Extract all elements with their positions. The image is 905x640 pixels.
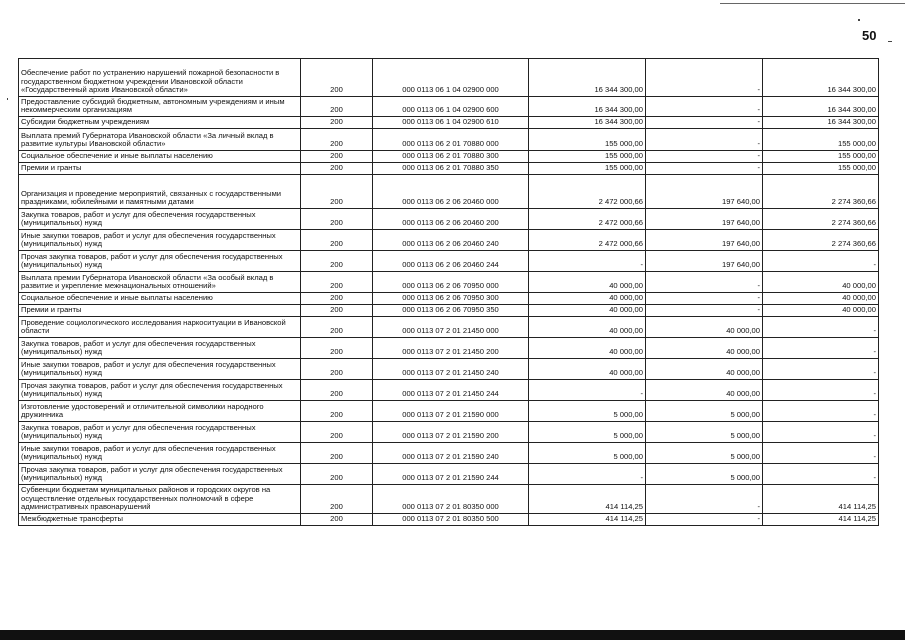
row-planned-amount: 414 114,25 xyxy=(529,514,646,526)
table-row xyxy=(19,251,879,272)
row-admin-code: 200 xyxy=(301,272,373,293)
row-executed-amount: 197 640,00 xyxy=(646,209,763,230)
row-budget-code: 000 0113 06 2 06 20460 240 xyxy=(373,230,529,251)
row-name-text: Прочая закупка товаров, работ и услуг для обеспечения государственных (муниципальных) нужд xyxy=(21,464,283,483)
row-name xyxy=(19,401,301,422)
row-admin-code: 200 xyxy=(301,485,373,514)
row-budget-code: 000 0113 07 2 01 80350 500 xyxy=(373,514,529,526)
row-budget-code: 000 0113 06 2 06 70950 350 xyxy=(373,305,529,317)
row-remaining-amount: 40 000,00 xyxy=(763,272,879,293)
row-name-text: Иные закупки товаров, работ и услуг для обеспечения государственных (муниципальных) нужд xyxy=(21,359,276,378)
row-executed-amount: 5 000,00 xyxy=(646,443,763,464)
row-remaining-amount: 155 000,00 xyxy=(763,151,879,163)
row-budget-code: 000 0113 07 2 01 80350 000 xyxy=(373,485,529,514)
row-planned-amount: 40 000,00 xyxy=(529,272,646,293)
row-budget-code: 000 0113 06 2 01 70880 350 xyxy=(373,163,529,175)
row-budget-code: 000 0113 06 1 04 02900 600 xyxy=(373,97,529,117)
row-budget-code: 000 0113 06 2 06 70950 300 xyxy=(373,293,529,305)
row-remaining-amount: - xyxy=(763,380,879,401)
budget-execution-table xyxy=(18,58,879,526)
row-executed-amount: - xyxy=(646,272,763,293)
row-name xyxy=(19,464,301,485)
row-name xyxy=(19,230,301,251)
row-remaining-amount: - xyxy=(763,251,879,272)
row-name xyxy=(19,272,301,293)
table-row xyxy=(19,380,879,401)
table-row xyxy=(19,464,879,485)
row-remaining-amount: 40 000,00 xyxy=(763,293,879,305)
row-name xyxy=(19,129,301,151)
row-remaining-amount: 16 344 300,00 xyxy=(763,97,879,117)
row-executed-amount: - xyxy=(646,59,763,97)
row-admin-code: 200 xyxy=(301,251,373,272)
row-name xyxy=(19,163,301,175)
row-budget-code: 000 0113 06 2 06 20460 000 xyxy=(373,175,529,209)
row-admin-code: 200 xyxy=(301,338,373,359)
row-remaining-amount: 155 000,00 xyxy=(763,129,879,151)
row-name xyxy=(19,305,301,317)
row-name xyxy=(19,59,301,97)
row-remaining-amount: 414 114,25 xyxy=(763,485,879,514)
row-executed-amount: 5 000,00 xyxy=(646,401,763,422)
table-row xyxy=(19,97,879,117)
row-name xyxy=(19,422,301,443)
row-name xyxy=(19,251,301,272)
row-name-text: Премии и гранты xyxy=(21,163,82,173)
row-admin-code: 200 xyxy=(301,97,373,117)
row-planned-amount: 16 344 300,00 xyxy=(529,97,646,117)
row-remaining-amount: 2 274 360,66 xyxy=(763,230,879,251)
row-executed-amount: - xyxy=(646,514,763,526)
table-row xyxy=(19,422,879,443)
row-executed-amount: 40 000,00 xyxy=(646,317,763,338)
row-budget-code: 000 0113 06 2 01 70880 000 xyxy=(373,129,529,151)
row-admin-code: 200 xyxy=(301,305,373,317)
row-name-text: Организация и проведение мероприятий, связанных с государственными праздниками, юбилейными и памятными датами xyxy=(21,188,282,207)
row-name-text: Прочая закупка товаров, работ и услуг для обеспечения государственных (муниципальных) нужд xyxy=(21,380,283,399)
table-row xyxy=(19,514,879,526)
row-executed-amount: 197 640,00 xyxy=(646,251,763,272)
row-name-text: Закупка товаров, работ и услуг для обеспечения государственных (муниципальных) нужд xyxy=(21,209,256,228)
row-remaining-amount: 414 114,25 xyxy=(763,514,879,526)
row-remaining-amount: - xyxy=(763,359,879,380)
row-admin-code: 200 xyxy=(301,293,373,305)
table-row xyxy=(19,209,879,230)
scan-bottom-edge xyxy=(0,630,905,640)
scan-speck xyxy=(888,41,892,42)
row-remaining-amount: - xyxy=(763,338,879,359)
row-remaining-amount: - xyxy=(763,422,879,443)
row-executed-amount: 197 640,00 xyxy=(646,175,763,209)
row-planned-amount: 16 344 300,00 xyxy=(529,59,646,97)
row-name xyxy=(19,317,301,338)
row-planned-amount: 155 000,00 xyxy=(529,129,646,151)
row-admin-code: 200 xyxy=(301,443,373,464)
row-remaining-amount: 2 274 360,66 xyxy=(763,175,879,209)
row-budget-code: 000 0113 07 2 01 21450 244 xyxy=(373,380,529,401)
row-planned-amount: 2 472 000,66 xyxy=(529,209,646,230)
row-budget-code: 000 0113 07 2 01 21450 000 xyxy=(373,317,529,338)
row-budget-code: 000 0113 07 2 01 21590 200 xyxy=(373,422,529,443)
row-planned-amount: 2 472 000,66 xyxy=(529,230,646,251)
row-remaining-amount: 155 000,00 xyxy=(763,163,879,175)
row-admin-code: 200 xyxy=(301,151,373,163)
row-name-text: Предоставление субсидий бюджетным, автономным учреждениям и иным некоммерческим организациям xyxy=(21,96,285,115)
row-executed-amount: - xyxy=(646,117,763,129)
row-admin-code: 200 xyxy=(301,359,373,380)
table-row xyxy=(19,338,879,359)
row-planned-amount: 40 000,00 xyxy=(529,305,646,317)
row-planned-amount: 2 472 000,66 xyxy=(529,175,646,209)
row-budget-code: 000 0113 06 2 06 70950 000 xyxy=(373,272,529,293)
row-name xyxy=(19,117,301,129)
row-remaining-amount: 2 274 360,66 xyxy=(763,209,879,230)
table-row xyxy=(19,305,879,317)
row-name xyxy=(19,338,301,359)
row-name-text: Иные закупки товаров, работ и услуг для обеспечения государственных (муниципальных) нужд xyxy=(21,230,276,249)
row-name-text: Обеспечение работ по устранению нарушений пожарной безопасности в государственном бюджетном учреждении Ивановской области «Государственный архив Ивановской области» xyxy=(21,68,280,95)
row-budget-code: 000 0113 07 2 01 21450 200 xyxy=(373,338,529,359)
row-admin-code: 200 xyxy=(301,380,373,401)
row-budget-code: 000 0113 07 2 01 21590 000 xyxy=(373,401,529,422)
row-admin-code: 200 xyxy=(301,317,373,338)
table-row xyxy=(19,359,879,380)
table-row xyxy=(19,151,879,163)
table-row xyxy=(19,317,879,338)
row-remaining-amount: - xyxy=(763,443,879,464)
row-budget-code: 000 0113 07 2 01 21590 240 xyxy=(373,443,529,464)
row-name-text: Субсидии бюджетным учреждениям xyxy=(21,117,150,127)
row-executed-amount: 40 000,00 xyxy=(646,380,763,401)
row-admin-code: 200 xyxy=(301,514,373,526)
row-name-text: Проведение социологического исследования наркоситуации в Ивановской области xyxy=(21,317,286,336)
row-budget-code: 000 0113 06 2 06 20460 200 xyxy=(373,209,529,230)
row-admin-code: 200 xyxy=(301,464,373,485)
row-name xyxy=(19,485,301,514)
page-number: 50 xyxy=(862,28,877,43)
scan-speck xyxy=(7,98,8,100)
scan-speck xyxy=(858,19,860,21)
row-remaining-amount: 16 344 300,00 xyxy=(763,117,879,129)
row-planned-amount: 16 344 300,00 xyxy=(529,117,646,129)
row-executed-amount: - xyxy=(646,129,763,151)
row-admin-code: 200 xyxy=(301,129,373,151)
row-name xyxy=(19,151,301,163)
row-executed-amount: 5 000,00 xyxy=(646,422,763,443)
row-budget-code: 000 0113 06 1 04 02900 000 xyxy=(373,59,529,97)
table-row xyxy=(19,175,879,209)
row-name-text: Выплата премий Губернатора Ивановской области «За личный вклад в развитие культуры Ивановской области» xyxy=(21,130,274,149)
row-remaining-amount: - xyxy=(763,317,879,338)
row-admin-code: 200 xyxy=(301,209,373,230)
row-budget-code: 000 0113 06 1 04 02900 610 xyxy=(373,117,529,129)
row-executed-amount: - xyxy=(646,163,763,175)
row-name-text: Закупка товаров, работ и услуг для обеспечения государственных (муниципальных) нужд xyxy=(21,422,256,441)
row-name-text: Закупка товаров, работ и услуг для обеспечения государственных (муниципальных) нужд xyxy=(21,338,256,357)
row-budget-code: 000 0113 07 2 01 21590 244 xyxy=(373,464,529,485)
row-name xyxy=(19,514,301,526)
row-remaining-amount: - xyxy=(763,401,879,422)
row-remaining-amount: 40 000,00 xyxy=(763,305,879,317)
row-planned-amount: - xyxy=(529,380,646,401)
row-name xyxy=(19,293,301,305)
row-admin-code: 200 xyxy=(301,175,373,209)
row-name-text: Прочая закупка товаров, работ и услуг для обеспечения государственных (муниципальных) нужд xyxy=(21,251,283,270)
row-executed-amount: 197 640,00 xyxy=(646,230,763,251)
row-planned-amount: 155 000,00 xyxy=(529,151,646,163)
row-name xyxy=(19,175,301,209)
table-body xyxy=(19,59,879,526)
row-admin-code: 200 xyxy=(301,230,373,251)
row-name-text: Иные закупки товаров, работ и услуг для обеспечения государственных (муниципальных) нужд xyxy=(21,443,276,462)
row-planned-amount: - xyxy=(529,251,646,272)
row-planned-amount: 155 000,00 xyxy=(529,163,646,175)
table-row xyxy=(19,401,879,422)
row-name-text: Изготовление удостоверений и отличительной символики народного дружинника xyxy=(21,401,264,420)
row-executed-amount: - xyxy=(646,485,763,514)
row-planned-amount: 5 000,00 xyxy=(529,443,646,464)
row-name-text: Премии и гранты xyxy=(21,305,82,315)
row-executed-amount: - xyxy=(646,305,763,317)
row-budget-code: 000 0113 06 2 06 20460 244 xyxy=(373,251,529,272)
table-row xyxy=(19,272,879,293)
row-admin-code: 200 xyxy=(301,422,373,443)
row-executed-amount: - xyxy=(646,97,763,117)
row-name-text: Социальное обеспечение и иные выплаты населению xyxy=(21,293,213,303)
row-planned-amount: 5 000,00 xyxy=(529,422,646,443)
table-row xyxy=(19,293,879,305)
row-planned-amount: 5 000,00 xyxy=(529,401,646,422)
row-name-text: Социальное обеспечение и иные выплаты населению xyxy=(21,151,213,161)
row-name-text: Выплата премии Губернатора Ивановской области «За особый вклад в развитие и укрепление межнациональных отношений» xyxy=(21,272,274,291)
row-planned-amount: 414 114,25 xyxy=(529,485,646,514)
row-name xyxy=(19,209,301,230)
table-row xyxy=(19,230,879,251)
row-name xyxy=(19,97,301,117)
table-row xyxy=(19,129,879,151)
row-remaining-amount: - xyxy=(763,464,879,485)
row-budget-code: 000 0113 07 2 01 21450 240 xyxy=(373,359,529,380)
row-name-text: Межбюджетные трансферты xyxy=(21,514,123,524)
row-planned-amount: 40 000,00 xyxy=(529,317,646,338)
row-planned-amount: 40 000,00 xyxy=(529,359,646,380)
row-name xyxy=(19,443,301,464)
row-admin-code: 200 xyxy=(301,117,373,129)
row-name xyxy=(19,359,301,380)
row-executed-amount: - xyxy=(646,293,763,305)
row-executed-amount: 5 000,00 xyxy=(646,464,763,485)
row-planned-amount: 40 000,00 xyxy=(529,338,646,359)
scan-top-line xyxy=(720,3,905,4)
row-name xyxy=(19,380,301,401)
row-remaining-amount: 16 344 300,00 xyxy=(763,59,879,97)
row-admin-code: 200 xyxy=(301,401,373,422)
table-row xyxy=(19,485,879,514)
table-row xyxy=(19,163,879,175)
row-name-text: Субвенции бюджетам муниципальных районов и городских округов на осуществление отдельных государственных полномочий в сфере административных правонарушений xyxy=(21,485,271,512)
row-executed-amount: 40 000,00 xyxy=(646,359,763,380)
row-executed-amount: 40 000,00 xyxy=(646,338,763,359)
table-row xyxy=(19,59,879,97)
row-budget-code: 000 0113 06 2 01 70880 300 xyxy=(373,151,529,163)
row-executed-amount: - xyxy=(646,151,763,163)
row-planned-amount: 40 000,00 xyxy=(529,293,646,305)
row-admin-code: 200 xyxy=(301,163,373,175)
table-row xyxy=(19,117,879,129)
row-planned-amount: - xyxy=(529,464,646,485)
row-admin-code: 200 xyxy=(301,59,373,97)
table-row xyxy=(19,443,879,464)
